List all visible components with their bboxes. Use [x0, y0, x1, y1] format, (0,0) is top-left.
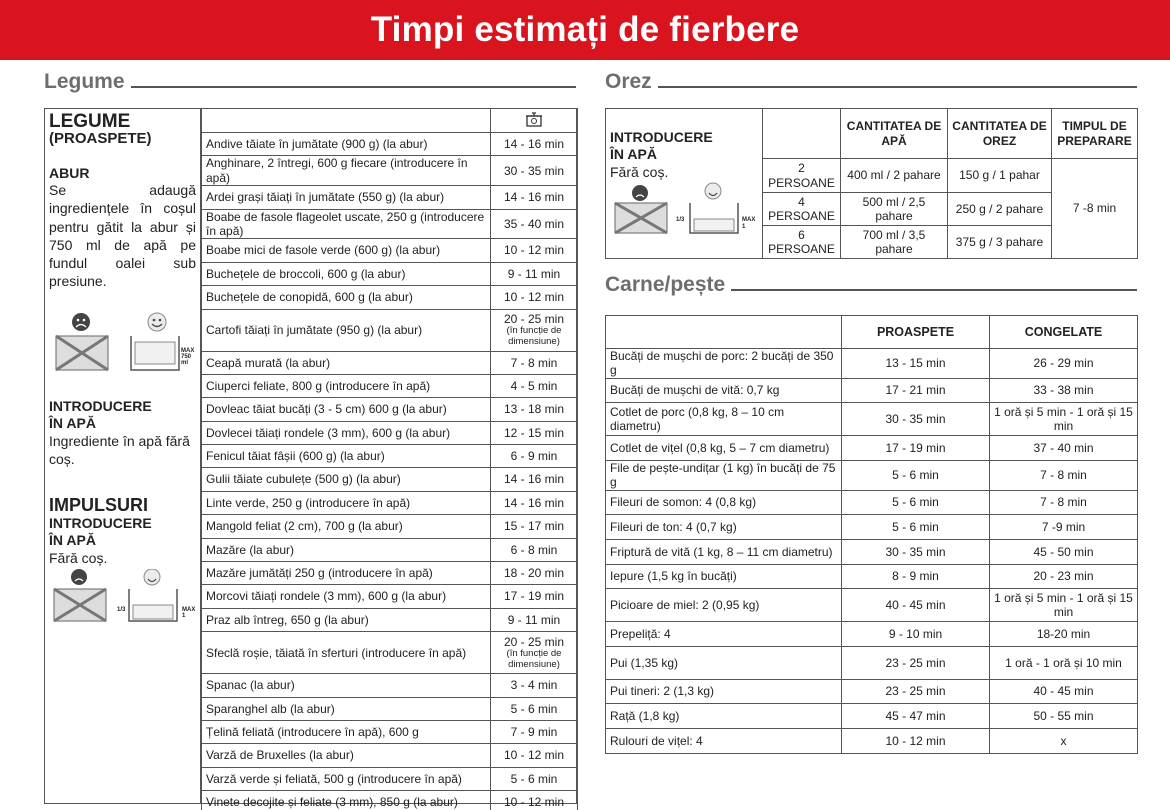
cook-time-value: 14 - 16 min	[503, 137, 565, 151]
meat-name: Cotlet de vițel (0,8 kg, 5 – 7 cm diametru)	[606, 436, 842, 461]
table-row	[202, 186, 578, 209]
cook-time-value: 30 - 35 min	[503, 163, 565, 178]
legume-subtitle: (PROASPETE)	[49, 130, 152, 147]
legume-table-block	[44, 108, 577, 810]
orez-rice: 375 g / 3 pahare	[948, 226, 1052, 259]
carne-header-frozen: CONGELATE	[990, 316, 1138, 349]
orez-table	[605, 108, 1138, 259]
vegetable-name: Ardei grași tăiați în jumătate (550 g) (la abur)	[202, 186, 491, 209]
cook-time-value: 14 - 16 min	[503, 495, 565, 510]
table-row	[202, 156, 578, 186]
meat-name: Fileuri de somon: 4 (0,8 kg)	[606, 490, 842, 515]
cook-time-value: 10 - 12 min	[503, 748, 565, 763]
vegetable-name: Boabe de fasole flageolet uscate, 250 g (introducere în apă)	[202, 209, 491, 239]
vegetable-name: Andive tăiate în jumătate (900 g) (la abur)	[202, 133, 491, 156]
orez-fraction: 1/3	[676, 216, 685, 223]
table-row	[202, 585, 578, 608]
table-row	[606, 564, 1138, 589]
vegetable-name: Varză de Bruxelles (la abur)	[202, 744, 491, 767]
orez-rice: 150 g / 1 pahar	[948, 159, 1052, 193]
table-row	[202, 209, 578, 239]
cook-time-value: 35 - 40 min	[503, 216, 565, 231]
table-row	[202, 608, 578, 631]
table-row	[202, 720, 578, 743]
meat-name: Friptură de vită (1 kg, 8 – 11 cm diametru)	[606, 539, 842, 564]
orez-heading-2: ÎN APĂ	[610, 145, 657, 162]
fresh-time: 17 - 21 min	[842, 378, 990, 403]
orez-persons: 2 PERSOANE	[763, 159, 841, 193]
cook-time-value: 5 - 6 min	[510, 701, 558, 716]
steam-pots-icon	[49, 310, 199, 380]
fresh-time: 40 - 45 min	[842, 589, 990, 622]
cook-time-value: 15 - 17 min	[503, 519, 565, 534]
cook-time-value: 12 - 15 min	[503, 425, 565, 440]
carne-header-blank	[606, 316, 842, 349]
cook-time	[491, 374, 578, 397]
table-row	[202, 791, 578, 810]
steam-illustration	[49, 310, 196, 380]
carne-heading	[605, 273, 1137, 297]
frozen-time: 7 -9 min	[990, 515, 1138, 540]
steam-text: Se adaugă ingrediențele în coșul pentru gătit la abur și 750 ml de apă pe fundul oalei sub presiune.	[49, 182, 196, 290]
vegetable-name: Mangold feliat (2 cm), 700 g (la abur)	[202, 515, 491, 538]
table-row	[202, 286, 578, 309]
cook-time	[491, 351, 578, 374]
frozen-time: 45 - 50 min	[990, 539, 1138, 564]
meat-name: Fileuri de ton: 4 (0,7 kg)	[606, 515, 842, 540]
vegetable-name: Boabe mici de fasole verde (600 g) (la abur)	[202, 239, 491, 262]
fresh-time: 10 - 12 min	[842, 728, 990, 753]
meat-name: Iepure (1,5 kg în bucăți)	[606, 564, 842, 589]
cook-time	[491, 398, 578, 421]
vegetable-name: Sfeclă roșie, tăiată în sferturi (introducere în apă)	[202, 632, 491, 674]
legume-instructions	[45, 109, 201, 803]
frozen-time: 26 - 29 min	[990, 349, 1138, 379]
frozen-time: 7 - 8 min	[990, 490, 1138, 515]
vegetable-name: Varză verde și feliată, 500 g (introducere în apă)	[202, 767, 491, 790]
vegetable-name: Cartofi tăiați în jumătate (950 g) (la abur)	[202, 309, 491, 351]
cook-time-value: 7 - 9 min	[510, 724, 558, 739]
vegetable-name: Fenicul tăiat fâșii (600 g) (la abur)	[202, 445, 491, 468]
table-row	[606, 646, 1138, 679]
cook-time-note: (în funcție de dimensiune)	[506, 647, 562, 670]
table-row	[202, 744, 578, 767]
table-row	[606, 589, 1138, 622]
cook-time	[491, 632, 578, 674]
meat-name: Bucăți de mușchi de porc: 2 bucăți de 350 g	[606, 349, 842, 379]
cook-time	[491, 186, 578, 209]
table-row	[202, 674, 578, 697]
cook-time	[491, 791, 578, 810]
immersion-heading-1: INTRODUCERE	[49, 398, 152, 415]
fresh-time: 5 - 6 min	[842, 460, 990, 490]
legume-rows	[202, 133, 578, 810]
legume-heading-text: Legume	[44, 70, 125, 93]
heading-rule	[131, 86, 576, 88]
frozen-time: x	[990, 728, 1138, 753]
orez-water: 400 ml / 2 pahare	[841, 159, 948, 193]
cook-time-value: 7 - 8 min	[510, 355, 558, 370]
cook-time-note: (în funcție de dimensiune)	[506, 325, 562, 348]
max-label: MAX 750 ml	[181, 348, 195, 367]
frozen-time: 1 oră și 5 min - 1 oră și 15 min	[990, 403, 1138, 436]
carne-header-fresh: PROASPETE	[842, 316, 990, 349]
heading-rule	[658, 86, 1137, 88]
meat-name: Rață (1,8 kg)	[606, 704, 842, 729]
orez-header-rice: CANTITATEA DE OREZ	[948, 109, 1052, 159]
pulse-sub-1: INTRODUCERE	[49, 515, 152, 532]
carne-rows	[606, 349, 1138, 754]
pressure-cooker-icon	[524, 110, 544, 128]
table-row	[202, 374, 578, 397]
legume-heading	[44, 70, 576, 94]
vegetable-name: Sparanghel alb (la abur)	[202, 697, 491, 720]
orez-heading-1: INTRODUCERE	[610, 129, 713, 145]
vegetable-name: Gulii tăiate cubulețe (500 g) (la abur)	[202, 468, 491, 491]
fraction-label: 1/3	[117, 607, 126, 614]
vegetable-name: Anghinare, 2 întregi, 600 g fiecare (introducere în apă)	[202, 156, 491, 186]
orez-instructions	[606, 109, 763, 259]
cook-time	[491, 608, 578, 631]
fresh-time: 30 - 35 min	[842, 403, 990, 436]
vegetable-name: Mazăre jumătăți 250 g (introducere în apă)	[202, 562, 491, 585]
cook-time-value: 6 - 8 min	[510, 542, 558, 557]
cook-time-value: 10 - 12 min	[503, 795, 565, 810]
table-row	[202, 421, 578, 444]
orez-header-water: CANTITATEA DE APĂ	[841, 109, 948, 159]
table-row	[606, 490, 1138, 515]
table-row	[202, 562, 578, 585]
pulse-illustration	[49, 569, 196, 629]
fresh-time: 9 - 10 min	[842, 622, 990, 647]
cook-time-value: 20 - 25 min	[503, 634, 565, 649]
orez-persons: 6 PERSOANE	[763, 226, 841, 259]
table-row	[202, 491, 578, 514]
fresh-time: 8 - 9 min	[842, 564, 990, 589]
legume-header-blank	[202, 109, 491, 133]
table-row	[606, 349, 1138, 379]
legume-table	[201, 108, 578, 810]
table-row	[606, 515, 1138, 540]
vegetable-name: Dovleac tăiat bucăți (3 - 5 cm) 600 g (la abur)	[202, 398, 491, 421]
cook-time	[491, 697, 578, 720]
table-row	[202, 697, 578, 720]
table-row	[202, 515, 578, 538]
cook-time-value: 4 - 5 min	[510, 378, 558, 393]
cook-time-value: 14 - 16 min	[503, 472, 565, 487]
meat-name: Cotlet de porc (0,8 kg, 8 – 10 cm diametru)	[606, 403, 842, 436]
meat-name: Pui tineri: 2 (1,3 kg)	[606, 679, 842, 704]
table-row	[202, 398, 578, 421]
frozen-time: 40 - 45 min	[990, 679, 1138, 704]
legume-header-time	[491, 109, 578, 133]
table-row	[202, 309, 578, 351]
orez-max1: MAX 1	[742, 216, 756, 230]
table-row	[606, 378, 1138, 403]
frozen-time: 7 - 8 min	[990, 460, 1138, 490]
meat-name: Prepeliță: 4	[606, 622, 842, 647]
table-row	[606, 704, 1138, 729]
meat-name: Rulouri de vițel: 4	[606, 728, 842, 753]
vegetable-name: Mazăre (la abur)	[202, 538, 491, 561]
cook-time	[491, 674, 578, 697]
cook-time	[491, 468, 578, 491]
cook-time	[491, 562, 578, 585]
fresh-time: 5 - 6 min	[842, 490, 990, 515]
cook-time	[491, 262, 578, 285]
vegetable-name: Buchețele de broccoli, 600 g (la abur)	[202, 262, 491, 285]
table-row	[202, 262, 578, 285]
orez-persons: 4 PERSOANE	[763, 193, 841, 226]
frozen-time: 1 oră și 5 min - 1 oră și 15 min	[990, 589, 1138, 622]
orez-time: 7 -8 min	[1052, 159, 1138, 259]
orez-illustration	[610, 181, 758, 241]
fresh-time: 30 - 35 min	[842, 539, 990, 564]
meat-name: Bucăți de mușchi de vită: 0,7 kg	[606, 378, 842, 403]
pulse-pots-icon	[49, 569, 199, 629]
cook-time-value: 10 - 12 min	[503, 243, 565, 258]
cook-time-value: 20 - 25 min	[503, 311, 565, 326]
table-row	[202, 538, 578, 561]
vegetable-name: Ciuperci feliate, 800 g (introducere în apă)	[202, 374, 491, 397]
max1-label: MAX 1	[182, 607, 196, 620]
frozen-time: 18-20 min	[990, 622, 1138, 647]
fresh-time: 23 - 25 min	[842, 679, 990, 704]
cook-time	[491, 491, 578, 514]
table-row	[606, 436, 1138, 461]
cook-time	[491, 744, 578, 767]
table-row	[606, 728, 1138, 753]
frozen-time: 50 - 55 min	[990, 704, 1138, 729]
vegetable-name: Morcovi tăiați rondele (3 mm), 600 g (la abur)	[202, 585, 491, 608]
cook-time-value: 17 - 19 min	[503, 589, 565, 604]
cook-time	[491, 209, 578, 239]
fresh-time: 13 - 15 min	[842, 349, 990, 379]
cook-time	[491, 515, 578, 538]
vegetable-name: Ceapă murată (la abur)	[202, 351, 491, 374]
table-row	[606, 679, 1138, 704]
pulse-sub-2: ÎN APĂ	[49, 532, 96, 549]
orez-water: 700 ml / 3,5 pahare	[841, 226, 948, 259]
table-row	[202, 767, 578, 790]
pulse-text: Fără coș.	[49, 549, 108, 566]
table-row	[606, 460, 1138, 490]
orez-pots-icon	[610, 181, 760, 241]
cook-time-value: 9 - 11 min	[507, 266, 561, 281]
cook-time	[491, 309, 578, 351]
cook-time	[491, 767, 578, 790]
heading-rule	[731, 289, 1137, 291]
frozen-time: 37 - 40 min	[990, 436, 1138, 461]
cook-time	[491, 156, 578, 186]
fresh-time: 45 - 47 min	[842, 704, 990, 729]
cook-time	[491, 538, 578, 561]
cook-time-value: 5 - 6 min	[510, 771, 558, 786]
meat-name: File de pește-undițar (1 kg) în bucăți de 75 g	[606, 460, 842, 490]
cook-time-value: 3 - 4 min	[510, 678, 558, 693]
cook-time	[491, 239, 578, 262]
legume-title: LEGUME	[49, 111, 131, 132]
cook-time	[491, 445, 578, 468]
cook-time	[491, 286, 578, 309]
cook-time-value: 18 - 20 min	[503, 566, 565, 581]
table-row	[202, 468, 578, 491]
carne-heading-text: Carne/pește	[605, 273, 726, 296]
cook-time-value: 13 - 18 min	[503, 402, 565, 417]
vegetable-name: Spanac (la abur)	[202, 674, 491, 697]
cook-time	[491, 133, 578, 156]
pulse-heading: IMPULSURI	[49, 495, 148, 516]
table-row	[606, 622, 1138, 647]
orez-header-blank	[763, 109, 841, 159]
vegetable-name: Praz alb întreg, 650 g (la abur)	[202, 608, 491, 631]
immersion-heading-2: ÎN APĂ	[49, 415, 96, 432]
steam-heading: ABUR	[49, 164, 90, 181]
orez-header-time: TIMPUL DE PREPARARE	[1052, 109, 1138, 159]
cook-time-value: 10 - 12 min	[503, 290, 565, 305]
orez-text: Fără coș.	[610, 163, 669, 180]
cook-time	[491, 421, 578, 444]
cook-time-value: 9 - 11 min	[507, 612, 561, 627]
orez-rice: 250 g / 2 pahare	[948, 193, 1052, 226]
fresh-time: 23 - 25 min	[842, 646, 990, 679]
vegetable-name: Țelină feliată (introducere în apă), 600 g	[202, 720, 491, 743]
vegetable-name: Vinete decojite și feliate (3 mm), 850 g (la abur)	[202, 791, 491, 810]
orez-heading-text: Orez	[605, 70, 652, 93]
fresh-time: 17 - 19 min	[842, 436, 990, 461]
orez-water: 500 ml / 2,5 pahare	[841, 193, 948, 226]
table-row	[202, 445, 578, 468]
frozen-time: 1 oră - 1 oră și 10 min	[990, 646, 1138, 679]
cook-time-value: 14 - 16 min	[503, 190, 565, 205]
frozen-time: 20 - 23 min	[990, 564, 1138, 589]
vegetable-name: Buchețele de conopidă, 600 g (la abur)	[202, 286, 491, 309]
meat-name: Pui (1,35 kg)	[606, 646, 842, 679]
vegetable-name: Linte verde, 250 g (introducere în apă)	[202, 491, 491, 514]
vegetable-name: Dovlecei tăiați rondele (3 mm), 600 g (la abur)	[202, 421, 491, 444]
frozen-time: 33 - 38 min	[990, 378, 1138, 403]
cook-time	[491, 720, 578, 743]
cook-time-value: 6 - 9 min	[510, 449, 558, 464]
table-row	[202, 239, 578, 262]
table-row	[606, 403, 1138, 436]
table-row	[606, 539, 1138, 564]
immersion-text: Ingrediente în apă fără coș.	[49, 433, 190, 468]
page-title: Timpi estimați de fierbere	[0, 0, 1170, 60]
cook-time	[491, 585, 578, 608]
table-row	[202, 133, 578, 156]
orez-heading	[605, 70, 1137, 94]
meat-name: Picioare de miel: 2 (0,95 kg)	[606, 589, 842, 622]
fresh-time: 5 - 6 min	[842, 515, 990, 540]
table-row	[202, 351, 578, 374]
table-row	[202, 632, 578, 674]
carne-table	[605, 315, 1138, 754]
